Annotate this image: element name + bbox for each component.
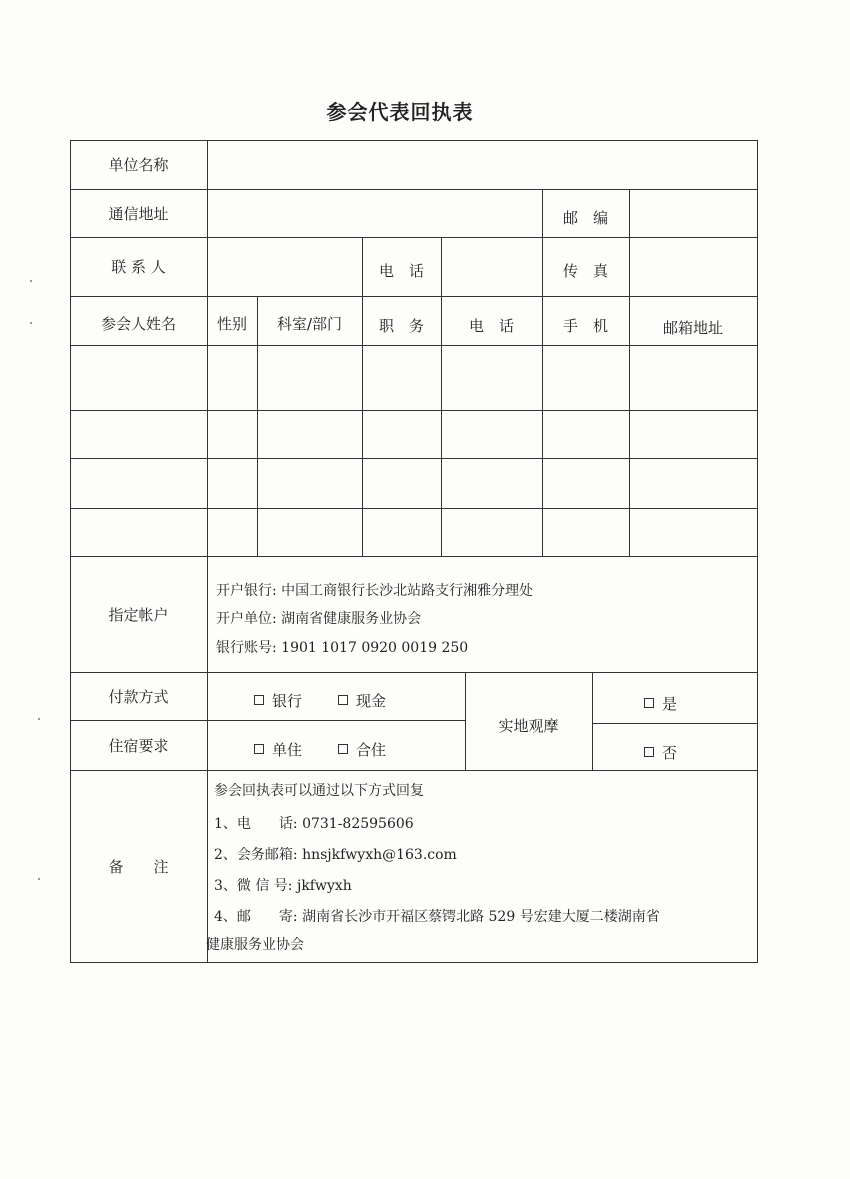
- scan-speck: [30, 280, 32, 282]
- payment-cash-label: 现金: [356, 692, 387, 710]
- label-account: 指定帐户: [108, 605, 169, 624]
- label-lodging: 住宿要求: [108, 736, 169, 755]
- col-mobile: 手 机: [562, 316, 608, 335]
- label-phone: 电 话: [378, 262, 424, 280]
- remark-email: 2、会务邮箱: hnsjkfwyxh@163.com: [214, 847, 457, 863]
- label-remark: 备 注: [108, 857, 169, 876]
- col-gender: 性别: [216, 314, 247, 333]
- lodging-shared-label: 合住: [356, 741, 387, 759]
- remark-mail-continued: 健康服务业协会: [206, 937, 304, 953]
- checkbox-icon[interactable]: [254, 695, 264, 705]
- lodging-option-shared[interactable]: [338, 739, 386, 760]
- unit-name-field[interactable]: [208, 141, 757, 189]
- checkbox-icon[interactable]: [644, 698, 654, 708]
- remark-mail: 4、邮 寄: 湖南省长沙市开福区蔡锷北路 529 号宏建大厦二楼湖南省: [214, 909, 660, 925]
- label-address: 通信地址: [108, 204, 169, 223]
- checkbox-icon[interactable]: [644, 747, 654, 757]
- address-field[interactable]: [208, 190, 542, 237]
- col-email: 邮箱地址: [662, 318, 723, 337]
- visit-option-no[interactable]: [644, 742, 677, 763]
- visit-no-label: 否: [662, 744, 678, 762]
- col-tel: 电 话: [468, 316, 514, 335]
- label-visit: 实地观摩: [498, 716, 559, 735]
- visit-option-yes[interactable]: [644, 693, 677, 714]
- checkbox-icon[interactable]: [338, 744, 348, 754]
- label-postcode: 邮 编: [562, 208, 608, 227]
- label-unit-name: 单位名称: [108, 156, 169, 174]
- col-department: 科室/部门: [276, 314, 343, 333]
- attendee-row-2[interactable]: [71, 411, 207, 458]
- attendee-row-4[interactable]: [71, 509, 207, 556]
- scan-speck: [38, 718, 40, 720]
- remark-intro: 参会回执表可以通过以下方式回复: [214, 783, 424, 799]
- visit-yes-label: 是: [662, 695, 678, 713]
- account-bank: 开户银行: 中国工商银行长沙北站路支行湘雅分理处: [216, 583, 534, 599]
- scan-speck: [38, 878, 40, 880]
- fax-field[interactable]: [630, 238, 757, 296]
- label-payment: 付款方式: [108, 687, 169, 706]
- remark-phone: 1、电 话: 0731-82595606: [214, 816, 414, 832]
- checkbox-icon[interactable]: [254, 744, 264, 754]
- lodging-option-single[interactable]: [254, 739, 302, 760]
- checkbox-icon[interactable]: [338, 695, 348, 705]
- attendee-row-3[interactable]: [71, 459, 207, 508]
- page-title: 参会代表回执表: [326, 100, 474, 124]
- lodging-single-label: 单住: [272, 741, 303, 759]
- col-attendee-name: 参会人姓名: [100, 314, 176, 333]
- postcode-field[interactable]: [630, 190, 757, 237]
- payment-option-cash[interactable]: [338, 690, 386, 711]
- account-holder: 开户单位: 湖南省健康服务业协会: [216, 611, 422, 627]
- account-number: 银行账号: 1901 1017 0920 0019 250: [216, 640, 469, 656]
- contact-field[interactable]: [208, 238, 362, 296]
- col-position: 职 务: [378, 316, 424, 335]
- scan-speck: [30, 322, 32, 324]
- payment-option-bank[interactable]: [254, 690, 302, 711]
- payment-bank-label: 银行: [272, 692, 303, 710]
- label-contact: 联 系 人: [111, 258, 166, 276]
- phone-field[interactable]: [442, 238, 542, 296]
- attendee-row-1[interactable]: [71, 346, 207, 410]
- remark-wechat: 3、微 信 号: jkfwyxh: [214, 878, 352, 894]
- label-fax: 传 真: [562, 262, 608, 280]
